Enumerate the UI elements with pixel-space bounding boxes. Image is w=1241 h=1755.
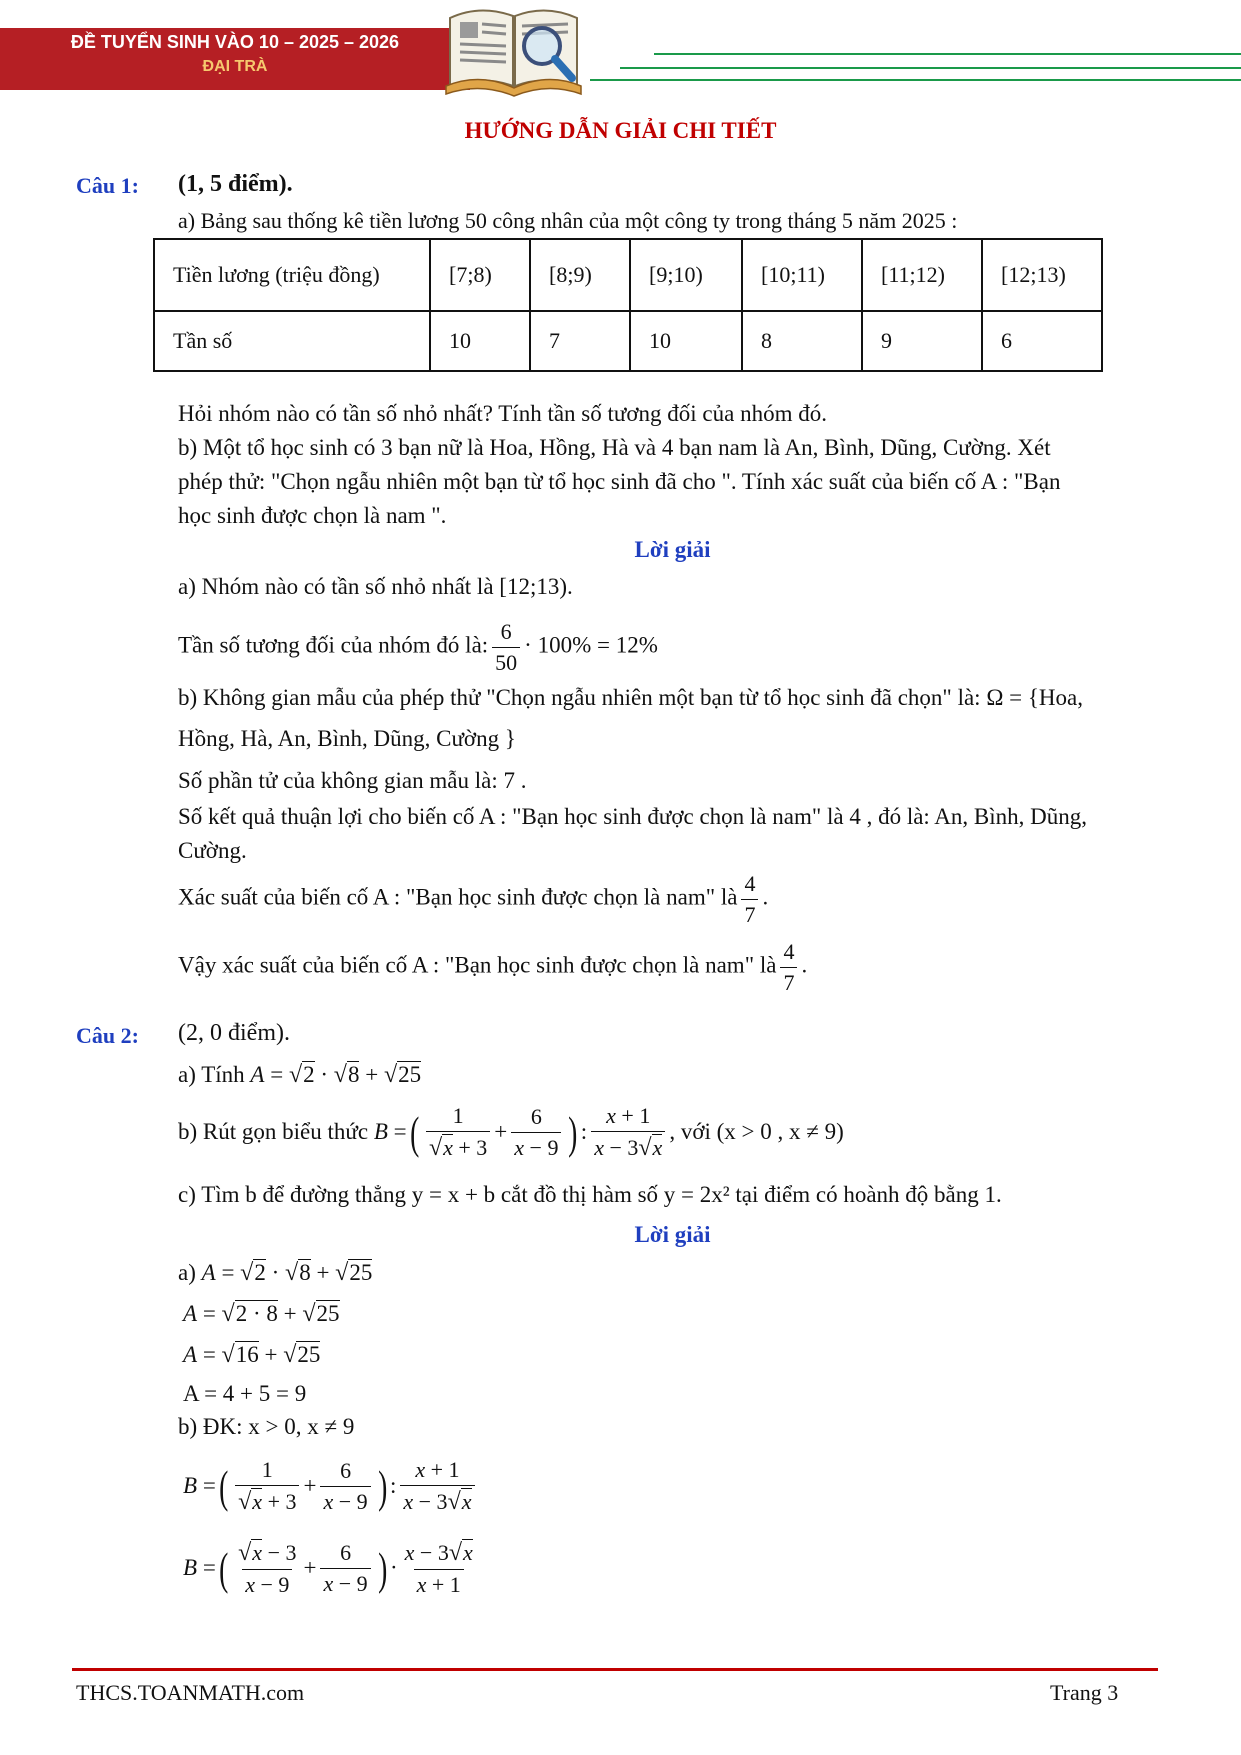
q1-intro-a: a) Bảng sau thống kê tiền lương 50 công nhân của một công ty trong tháng 5 năm 2025 : (178, 208, 958, 233)
header-exam-type: ĐẠI TRÀ (202, 58, 268, 75)
q1-sol-b6-prefix: Xác suất của biến cố A : "Bạn học sinh được chọn là nam" là (178, 884, 738, 910)
q1-b-line2: phép thử: "Chọn ngẫu nhiên một bạn từ tổ học sinh đã cho ". Tính xác suất của biến cố A : "Bạn (178, 469, 1061, 494)
q2-solution-label: Lời giải (634, 1222, 711, 1247)
q1-sol-b1: b) Không gian mẫu của phép thử "Chọn ngẫu nhiên một bạn từ tổ học sinh đã chọn" là: Ω = {Hoa, (178, 685, 1083, 710)
q1-label: Câu 1: (76, 173, 139, 198)
q1-sol-b4: Số kết quả thuận lợi cho biến cố A : "Bạn học sinh được chọn là nam" là 4 , đó là: An, Bình, Dũng, (178, 804, 1088, 829)
q1-solution-label: Lời giải (634, 537, 711, 562)
q1-sol-b3: Số phần tử của không gian mẫu là: 7 . (178, 768, 527, 793)
q2-sol-b2: B = ( $\frac{√x - 3}{x - 9}$ + $\frac{6}{x - 9}$ ) · $\frac{x - 3√x}{x + 1}$ (183, 1540, 473, 1597)
book-magnifier-icon (440, 0, 590, 100)
table-header-cell: [12;13) (982, 239, 1102, 311)
table-header-cell: [11;12) (862, 239, 982, 311)
q1-sol-b7-prefix: Vậy xác suất của biến cố A : "Bạn học sinh được chọn là nam" là (178, 952, 777, 978)
q2-b: b) Rút gọn biểu thức B = ( $\frac{1}{√x + 3}$ + $\frac{6}{x - 9}$ ) : $\frac{x + 1}{x - 3√x}$ , với (x > 0 , x ≠ 9) (178, 1103, 844, 1161)
q2-sol-a2: A = √2 · 8 + √25 (183, 1301, 340, 1327)
q1-sol-b2: Hồng, Hà, An, Bình, Dũng, Cường } (178, 726, 516, 751)
fraction-denominator: 7 (741, 899, 758, 929)
table-cell: 9 (862, 311, 982, 371)
page-title: HƯỚNG DẪN GIẢI CHI TIẾT (464, 118, 777, 143)
table-row (154, 311, 1102, 371)
table-cell: 7 (530, 311, 630, 371)
table-header-cell: [8;9) (530, 239, 630, 311)
q1-ask-a: Hỏi nhóm nào có tần số nhỏ nhất? Tính tần số tương đối của nhóm đó. (178, 401, 827, 426)
q1-sol-b5: Cường. (178, 838, 247, 863)
fraction (741, 870, 758, 928)
q1-b-line1: b) Một tổ học sinh có 3 bạn nữ là Hoa, Hồng, Hà và 4 bạn nam là An, Bình, Dũng, Cường. Xét (178, 435, 1051, 460)
table-header-cell: [7;8) (430, 239, 530, 311)
table-row (154, 239, 1102, 311)
q2-sol-a1: a) A = √2 · √8 + √25 (178, 1260, 373, 1286)
q2-points: (2, 0 điểm). (178, 1020, 290, 1046)
table-cell: 8 (742, 311, 862, 371)
header-exam-title: ĐỀ TUYỂN SINH VÀO 10 – 2025 – 2026 (70, 32, 400, 52)
q1-sol-a2-prefix: Tần số tương đối của nhóm đó là: (178, 632, 489, 658)
q2-sol-b1: B = ( $\frac{1}{√x + 3}$ + $\frac{6}{x - 9}$ ) : $\frac{x + 1}{x - 3√x}$ (183, 1456, 479, 1517)
fraction-denominator: 7 (780, 967, 797, 997)
q2-b-cond: , với (x > 0 , x ≠ 9) (669, 1119, 844, 1145)
fraction-numerator: 4 (783, 939, 795, 964)
fraction-numerator: 6 (500, 619, 512, 644)
fraction (780, 938, 797, 996)
q2-label: Câu 2: (76, 1023, 139, 1048)
q2-sol-a4: A = 4 + 5 = 9 (183, 1381, 307, 1406)
q2-sol-b-cond: b) ĐK: x > 0, x ≠ 9 (178, 1414, 355, 1439)
table-header-cell: [9;10) (630, 239, 742, 311)
table-header-cell: Tiền lương (triệu đồng) (154, 239, 430, 311)
footer-divider (72, 1668, 1158, 1671)
q1-sol-b6: Xác suất của biến cố A : "Bạn học sinh được chọn là nam" là $\frac{4}{7}$ . (178, 871, 769, 927)
q1-sol-b7: Vậy xác suất của biến cố A : "Bạn học sinh được chọn là nam" là $\frac{4}{7}$ . (178, 939, 808, 995)
table-cell: 10 (430, 311, 530, 371)
fraction (492, 618, 520, 676)
footer-site-link[interactable]: THCS.TOANMATH.com (76, 1680, 305, 1705)
q2-a-text: a) Tính (178, 1062, 245, 1087)
q1-b-line3: học sinh được chọn là nam ". (178, 503, 447, 528)
q2-sol-a3: A = √16 + √25 (183, 1342, 321, 1368)
q1-sol-a2-suffix: · 100% = 12% (524, 632, 658, 658)
q1-sol-a1: a) Nhóm nào có tần số nhỏ nhất là [12;13). (178, 574, 573, 599)
header-decor-lines (590, 52, 1241, 82)
q1-sol-a2 (178, 618, 658, 676)
q2-c: c) Tìm b để đường thẳng y = x + b cắt đồ thị hàm số y = 2x² tại điểm có hoành độ bằng 1. (178, 1182, 1002, 1207)
table-cell: 6 (982, 311, 1102, 371)
table-header-cell: [10;11) (742, 239, 862, 311)
q2-b-text: b) Rút gọn biểu thức (178, 1119, 369, 1145)
footer-page-number: Trang 3 (1050, 1680, 1119, 1705)
salary-frequency-table (153, 238, 1103, 372)
fraction-denominator: 50 (492, 647, 520, 677)
table-cell: 10 (630, 311, 742, 371)
q2-a: a) Tính A = √2 · √8 + √25 (178, 1062, 422, 1088)
table-cell: Tần số (154, 311, 430, 371)
q1-points: (1, 5 điểm). (178, 171, 293, 197)
fraction-numerator: 4 (744, 871, 756, 896)
